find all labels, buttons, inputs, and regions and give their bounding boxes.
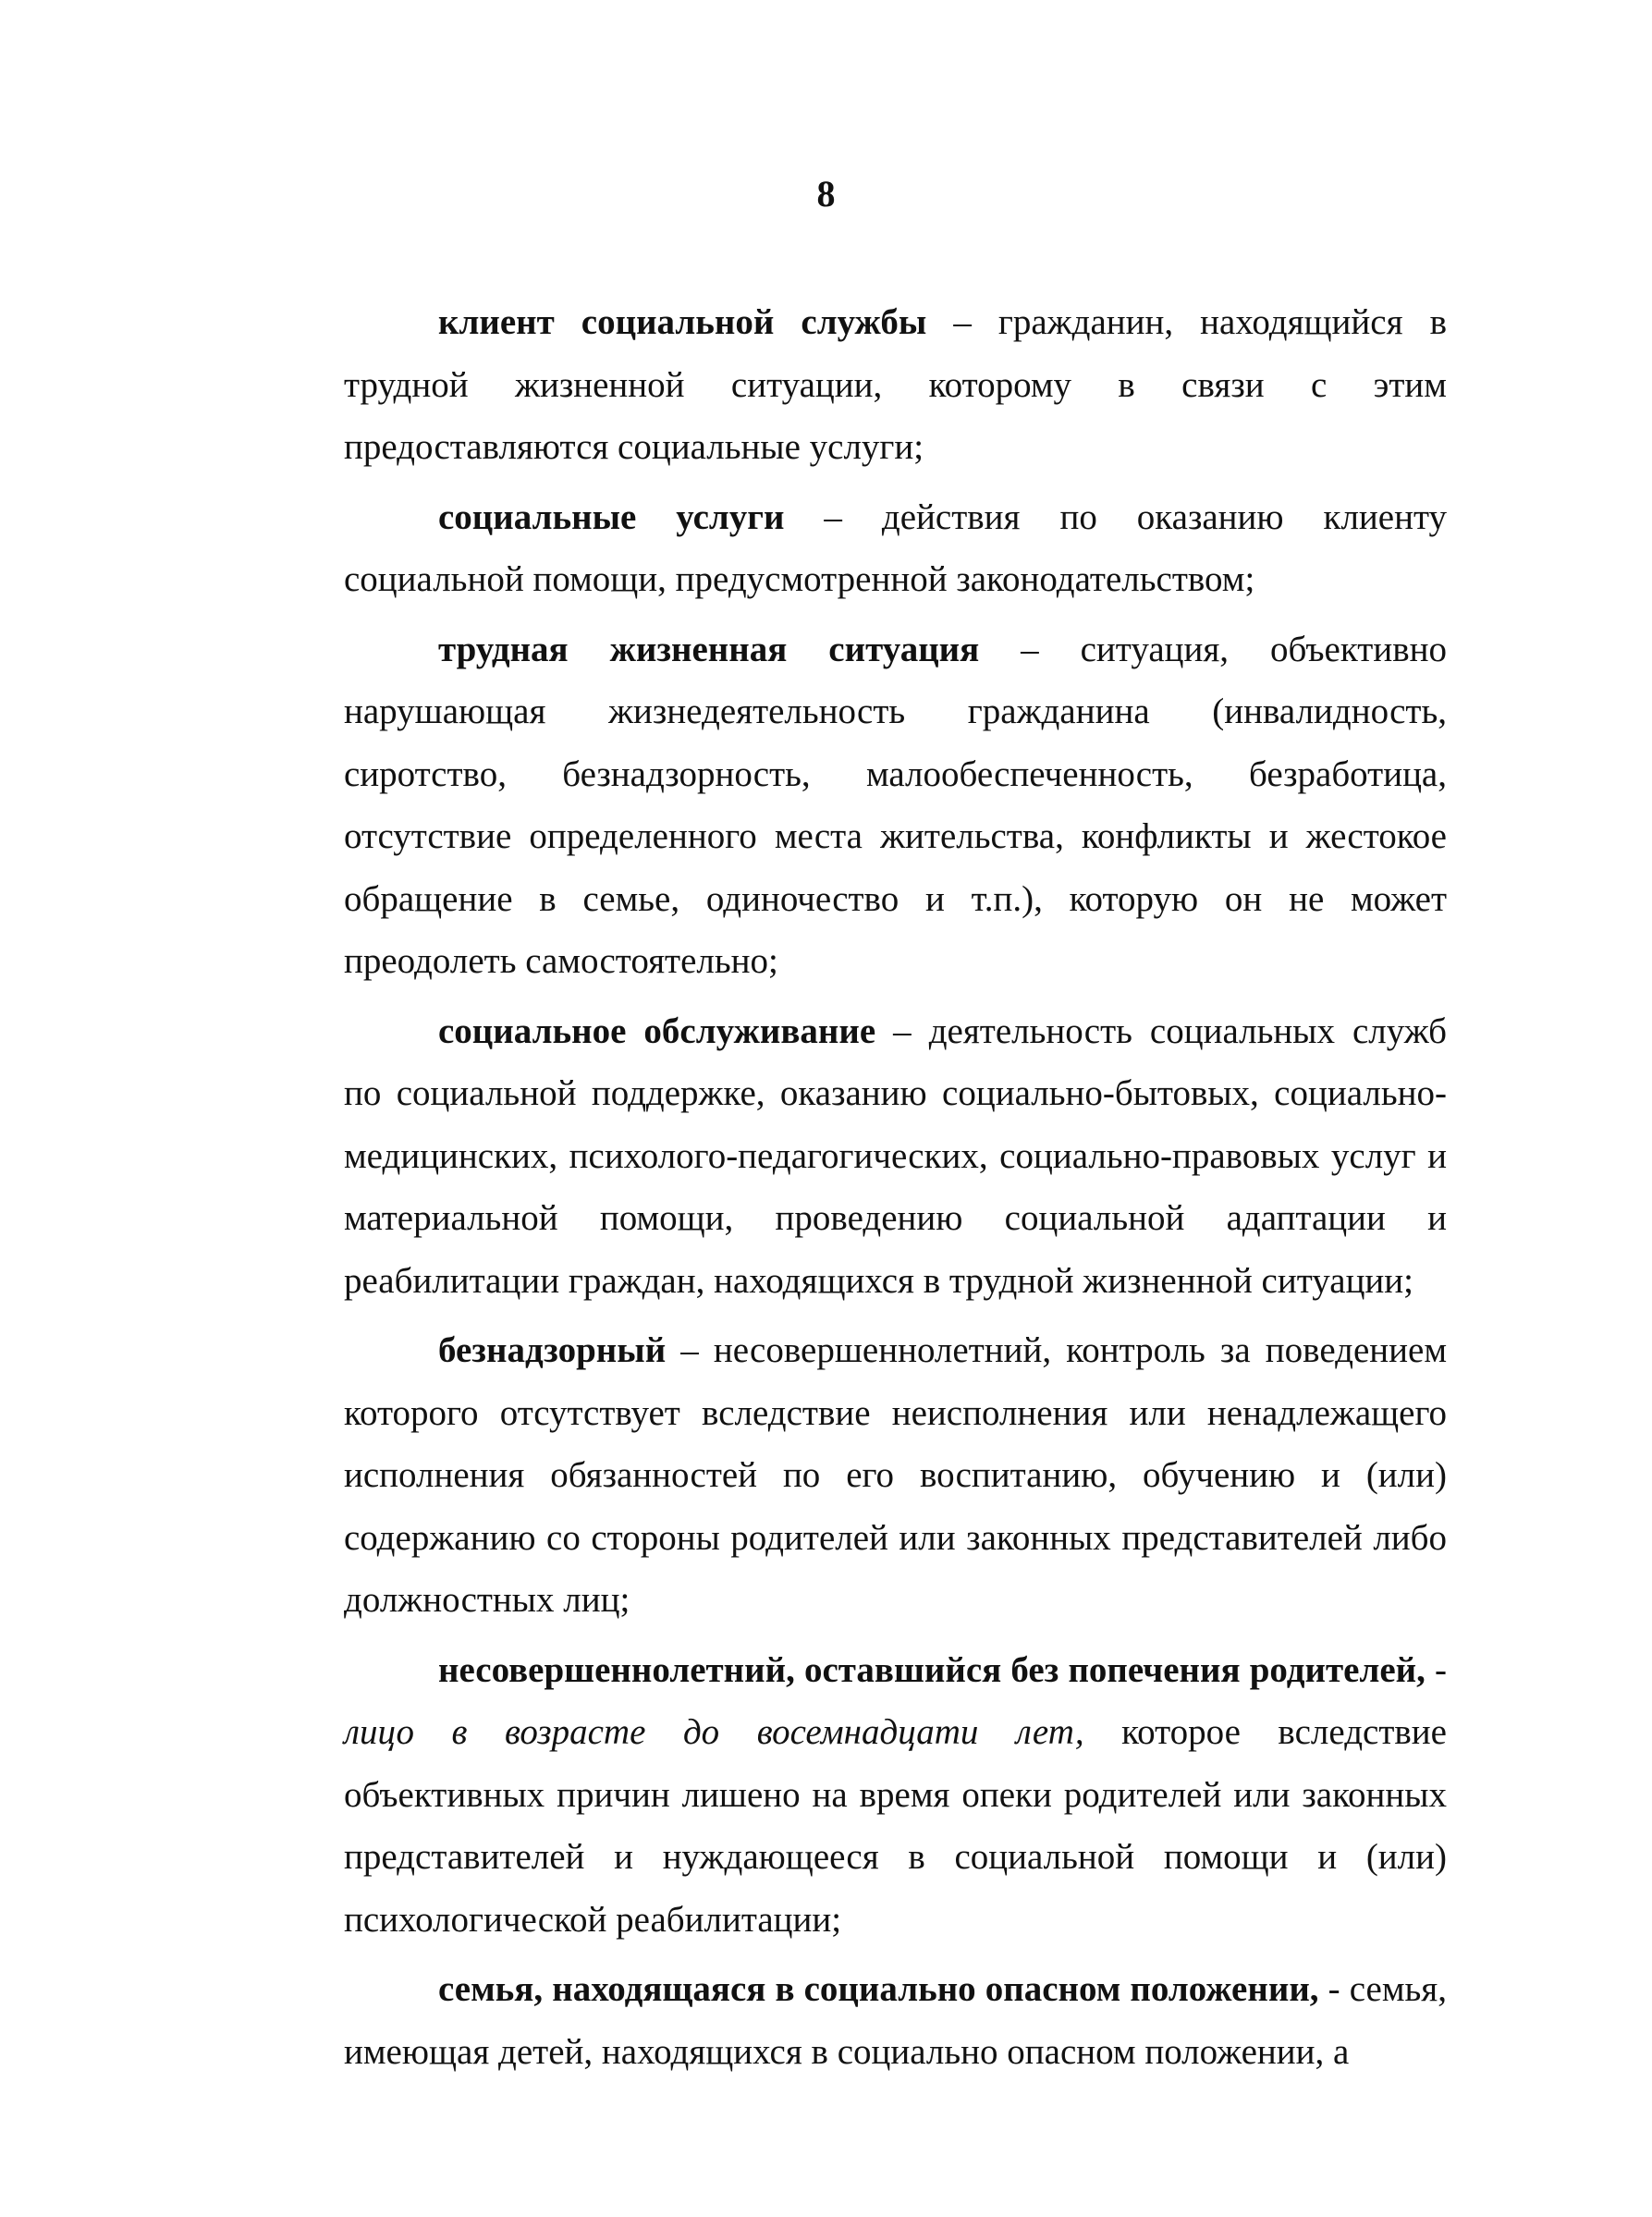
definition-text: ситуация, объективно нарушающая жизнедеятельность гражданина (инвалидность, сиротство, безнадзорность, малообеспеченность, безработица, отсутствие определенного места жительства, конфликты и жестокое обращение в семье, одиночество и т.п.), которую он не может преодолеть самостоятельно; xyxy=(344,629,1447,981)
definition-separator: – xyxy=(784,496,882,537)
definition-term: социальные услуги xyxy=(438,496,785,537)
definition-text: несовершеннолетний, контроль за поведением которого отсутствует вследствие неисполнения или ненадлежащего исполнения обязанностей по его воспитанию, обучению и (или) содержанию со стороны родителей или законных представителей либо должностных лиц; xyxy=(344,1330,1447,1620)
definition-term: несовершеннолетний, оставшийся без попечения родителей, xyxy=(438,1649,1426,1690)
page-number: 8 xyxy=(816,173,836,214)
definition-text: семья, имеющая детей, находящихся в социально опасном положении, а xyxy=(344,1969,1447,2072)
definition-term: трудная жизненная ситуация xyxy=(438,629,980,669)
definition-separator: – xyxy=(666,1330,714,1370)
definition-social-services xyxy=(344,486,1447,611)
definition-text: которое вследствие объективных причин лишено на время опеки родителей или законных представителей и нуждающееся в социальной помощи и (или) психологической реабилитации; xyxy=(344,1712,1447,1940)
definition-separator: – xyxy=(979,629,1081,669)
definition-difficult-situation xyxy=(344,619,1447,993)
definition-neglected xyxy=(344,1319,1447,1632)
definitions-list xyxy=(344,291,1447,2083)
definition-term: социальное обслуживание xyxy=(438,1011,876,1051)
definition-social-service-provision xyxy=(344,1000,1447,1313)
definition-text: действия по оказанию клиенту социальной помощи, предусмотренной законодательством; xyxy=(344,496,1447,599)
definition-text: деятельность социальных служб по социальной поддержке, оказанию социально-бытовых, социально-медицинских, психолого-педагогических, социально-правовых услуг и материальной помощи, проведению социальной адаптации и реабилитации граждан, находящихся в трудной жизненной ситуации; xyxy=(344,1011,1448,1301)
definition-separator: - xyxy=(1318,1969,1350,2009)
definition-separator: - xyxy=(1425,1649,1447,1690)
definition-term: клиент социальной службы xyxy=(438,302,927,342)
definition-text: гражданин, находящийся в трудной жизненной ситуации, которому в связи с этим предоставляются социальные услуги; xyxy=(344,302,1447,467)
definition-minor-without-care xyxy=(344,1639,1447,1952)
definition-family-at-risk xyxy=(344,1958,1447,2083)
definition-separator: – xyxy=(875,1011,929,1051)
definition-text-italic: лицо в возрасте до восемнадцати лет, xyxy=(344,1712,1084,1752)
definition-term: безнадзорный xyxy=(438,1330,667,1370)
definition-separator: – xyxy=(926,302,998,342)
definition-client xyxy=(344,291,1447,479)
definition-term: семья, находящаяся в социально опасном положении, xyxy=(438,1969,1319,2009)
